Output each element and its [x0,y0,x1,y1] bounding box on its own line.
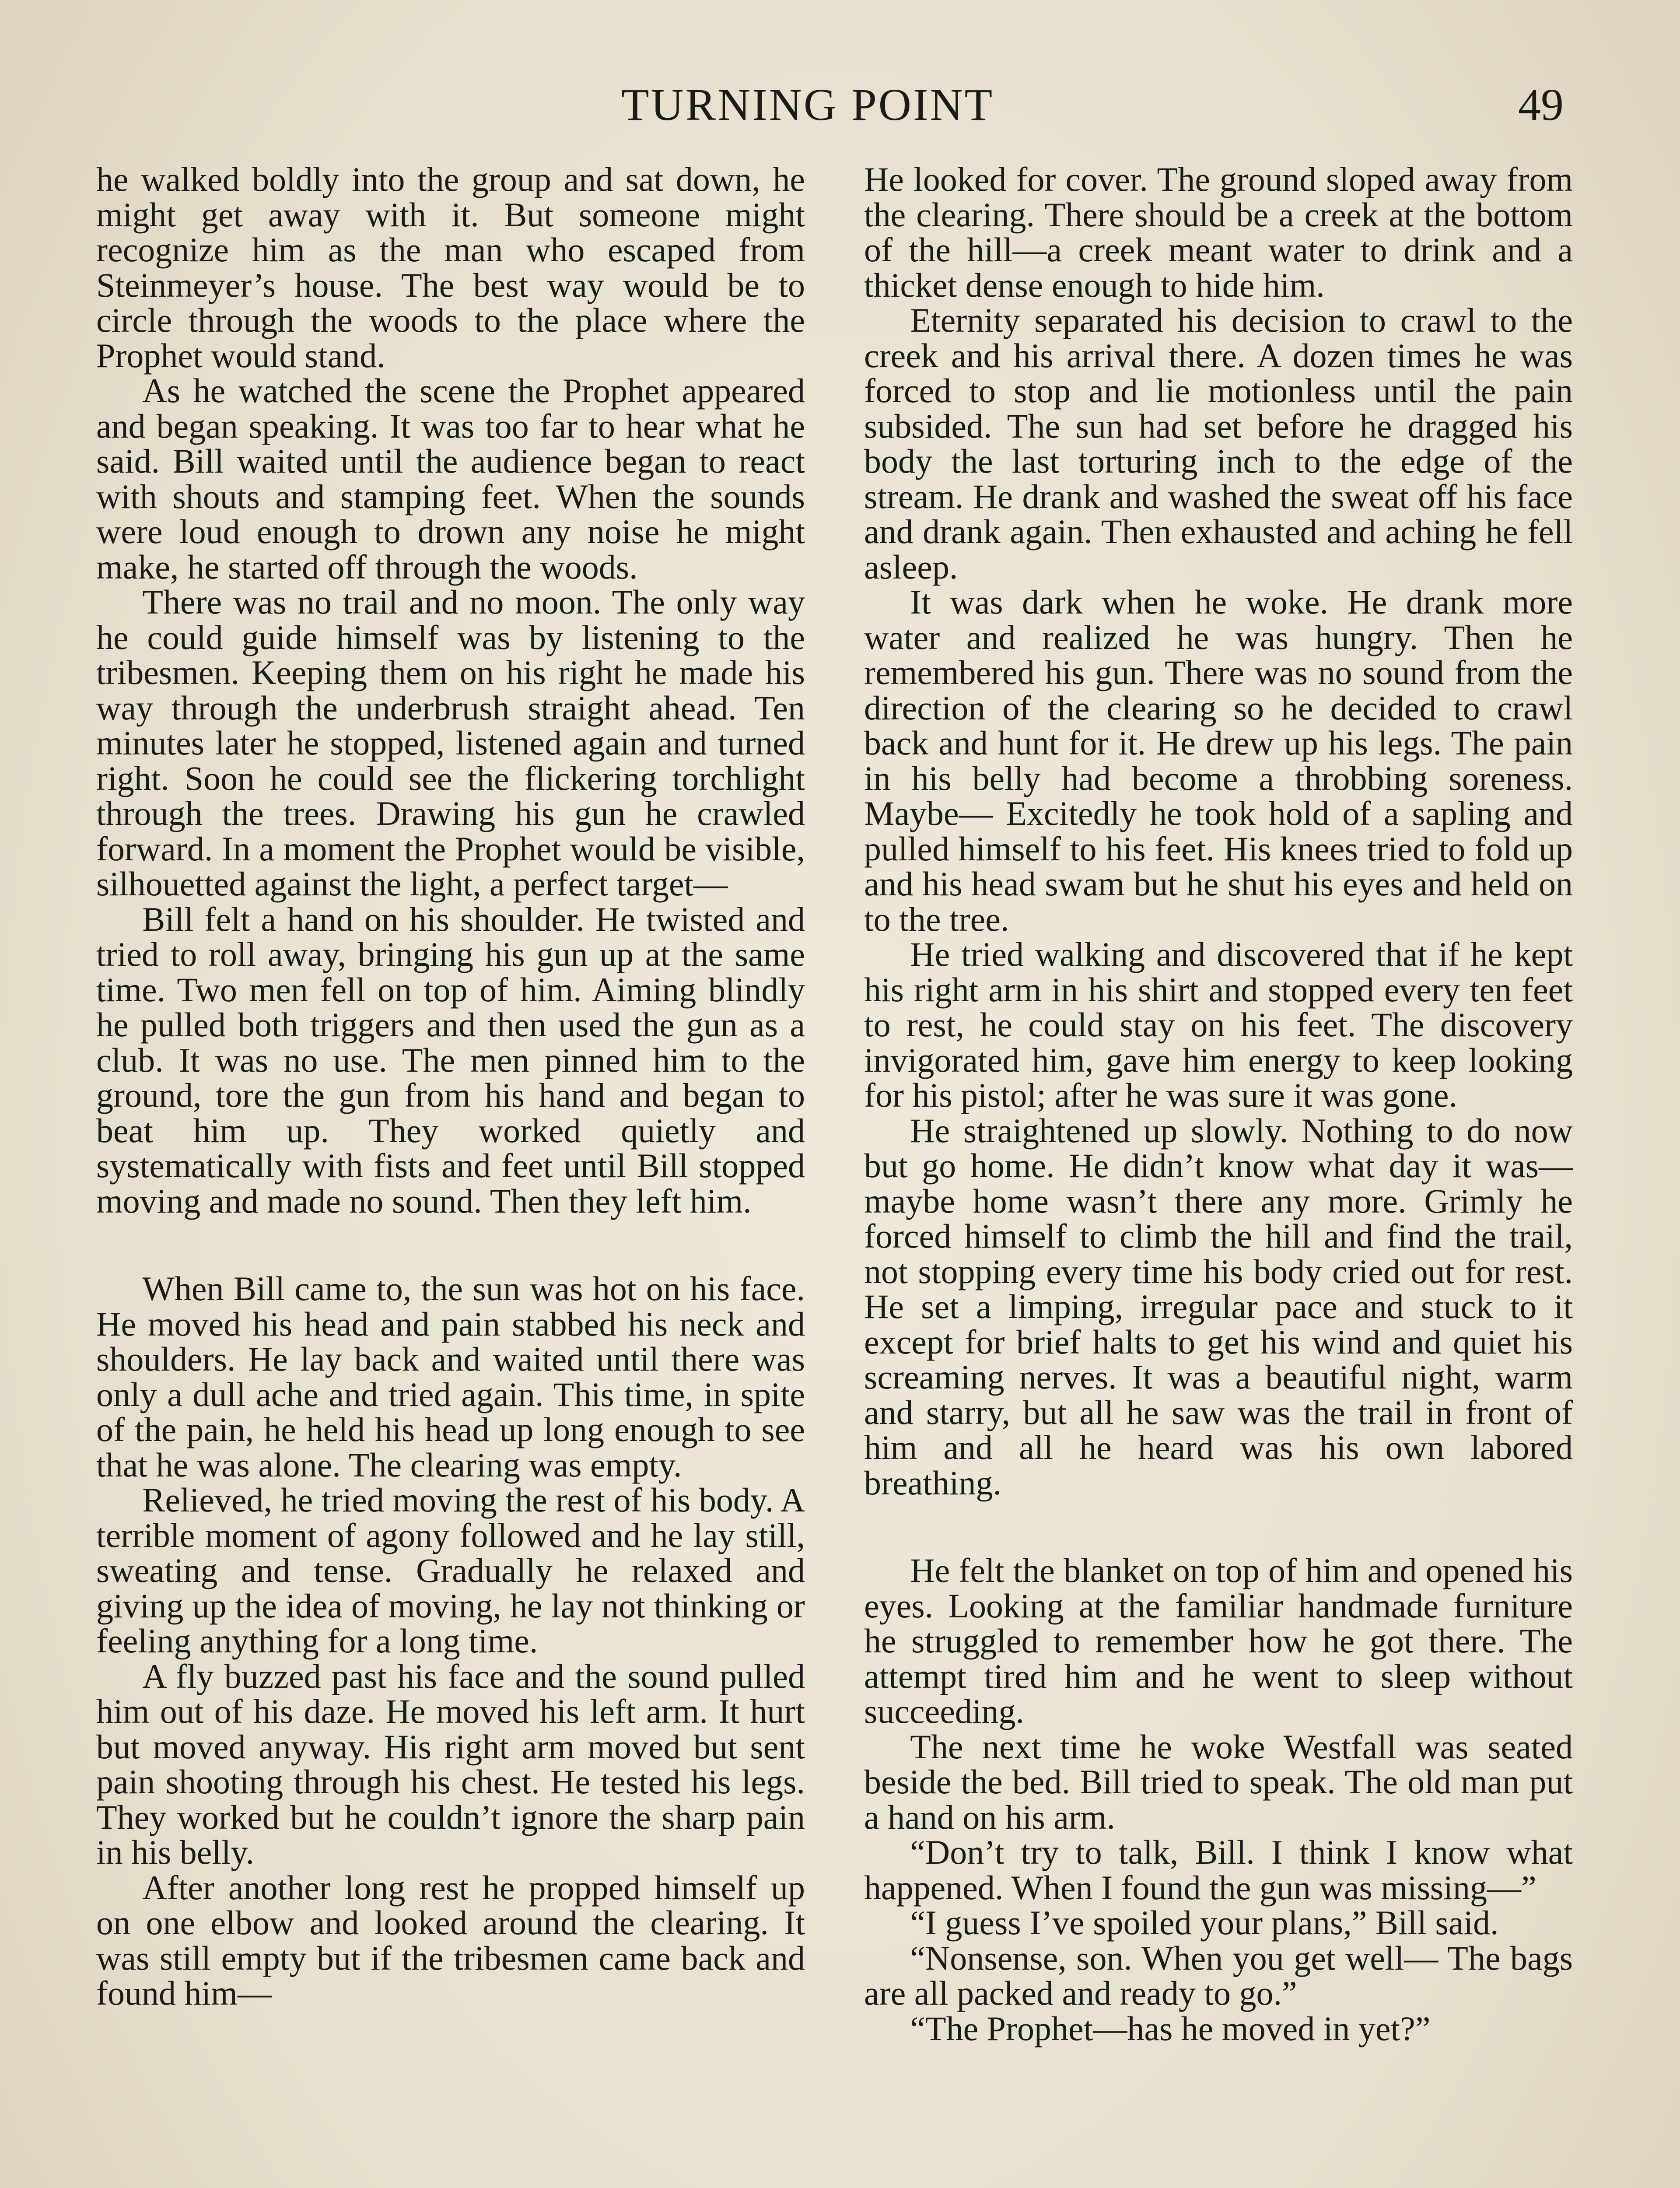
paragraph: There was no trail and no moon. The only way he could guide himself was by listening to the tribesmen. Keeping them on his right he made his way through the underbrush straight ahead. Ten minutes later he stopped, listened again and turned right. Soon he could see the flickering torchlight through the trees. Drawing his gun he crawled forward. In a moment the Prophet would be visible, silhouetted against the light, a perfect target— [96,583,805,903]
paragraph: When Bill came to, the sun was hot on his face. He moved his head and pain stabbed his neck and shoulders. He lay back and waited until there was only a dull ache and tried again. This time, in spite of the pain, he held his head up long enough to see that he was alone. The clearing was empty. [96,1269,805,1484]
paragraph: After another long rest he propped himself up on one elbow and looked around the clearing. It was still empty but if the tribesmen came back and found him— [96,1868,805,2012]
paragraph: “Don’t try to talk, Bill. I think I know what happened. When I found the gun was missing—” [864,1833,1573,1907]
paragraph: A fly buzzed past his face and the sound pulled him out of his daze. He moved his left arm. It hurt but moved anyway. His right arm moved but sent pain shooting through his chest. He tested his legs. They worked but he couldn’t ignore the sharp pain in his belly. [96,1657,805,1871]
paragraph: He straightened up slowly. Nothing to do now but go home. He didn’t know what day it was—maybe home wasn’t there any more. Grimly he forced himself to climb the hill and find the trail, not stopping every time his body cried out for rest. He set a limping, irregular pace and stuck to it except for brief halts to get his wind and quiet his screaming nerves. It was a beautiful night, warm and starry, but all he saw was the trail in front of him and all he heard was his own labored breathing. [864,1111,1573,1502]
page-number: 49 [1518,80,1564,130]
paragraph: “I guess I’ve spoiled your plans,” Bill said. [910,1904,1499,1942]
paragraph: He tried walking and discovered that if he kept his right arm in his shirt and stopped every ten feet to rest, he could stay on his feet. The discovery invigorated him, gave him energy to keep looking for his pistol; after he was sure it was gone. [864,935,1573,1114]
section-break [96,1219,805,1271]
paragraph: Bill felt a hand on his shoulder. He twisted and tried to roll away, bringing his gun up at the same time. Two men fell on top of him. Aiming blindly he pulled both triggers and then used the gun as a club. It was no use. The men pinned him to the ground, tore the gun from his hand and began to beat him up. They worked quietly and systematically with fists and feet until Bill stopped moving and made no sound. Then they left him. [96,900,805,1220]
paragraph: he walked boldly into the group and sat down, he might get away with it. But someone might recognize him as the man who escaped from Steinmeyer’s house. The best way would be to circle through the woods to the place where the Prophet would stand. [96,160,805,375]
paragraph: Eternity separated his decision to crawl to the creek and his arrival there. A dozen times he was forced to stop and lie motionless until the pain subsided. The sun had set before he dragged his body the last torturing inch to the edge of the stream. He drank and washed the sweat off his face and drank again. Then exhausted and aching he fell asleep. [864,301,1573,586]
left-column [96,162,805,2011]
running-head [0,79,1680,144]
paragraph: “The Prophet—has he moved in yet?” [910,2009,1431,2048]
paragraph: He felt the blanket on top of him and opened his eyes. Looking at the familiar handmade furniture he struggled to remember how he got there. The attempt tired him and he went to sleep without succeeding. [864,1551,1573,1730]
paragraph: Relieved, he tried moving the rest of his body. A terrible moment of agony followed and he lay still, sweating and tense. Gradually he relaxed and giving up the idea of moving, he lay not thinking or feeling anything for a long time. [96,1481,805,1660]
paragraph: It was dark when he woke. He drank more water and realized he was hungry. Then he remembered his gun. There was no sound from the direction of the clearing so he decided to crawl back and hunt for it. He drew up his legs. The pain in his belly had become a throbbing soreness. Maybe— Excitedly he took hold of a sapling and pulled himself to his feet. His knees tried to fold up and his head swam but he shut his eyes and held on to the tree. [864,583,1573,938]
right-column [864,162,1573,2046]
paragraph: The next time he woke Westfall was seated beside the bed. Bill tried to speak. The old man put a hand on his arm. [864,1727,1573,1836]
paragraph: As he watched the scene the Prophet appeared and began speaking. It was too far to hear what he said. Bill waited until the audience began to react with shouts and stamping feet. When the sounds were loud enough to drown any noise he might make, he started off through the woods. [96,372,805,586]
section-break [864,1501,1573,1553]
paragraph: He looked for cover. The ground sloped away from the clearing. There should be a creek at the bottom of the hill—a creek meant water to drink and a thicket dense enough to hide him. [864,160,1573,304]
paragraph: “Nonsense, son. When you get well— The bags are all packed and ready to go.” [864,1939,1573,2012]
chapter-title: TURNING POINT [621,80,994,130]
